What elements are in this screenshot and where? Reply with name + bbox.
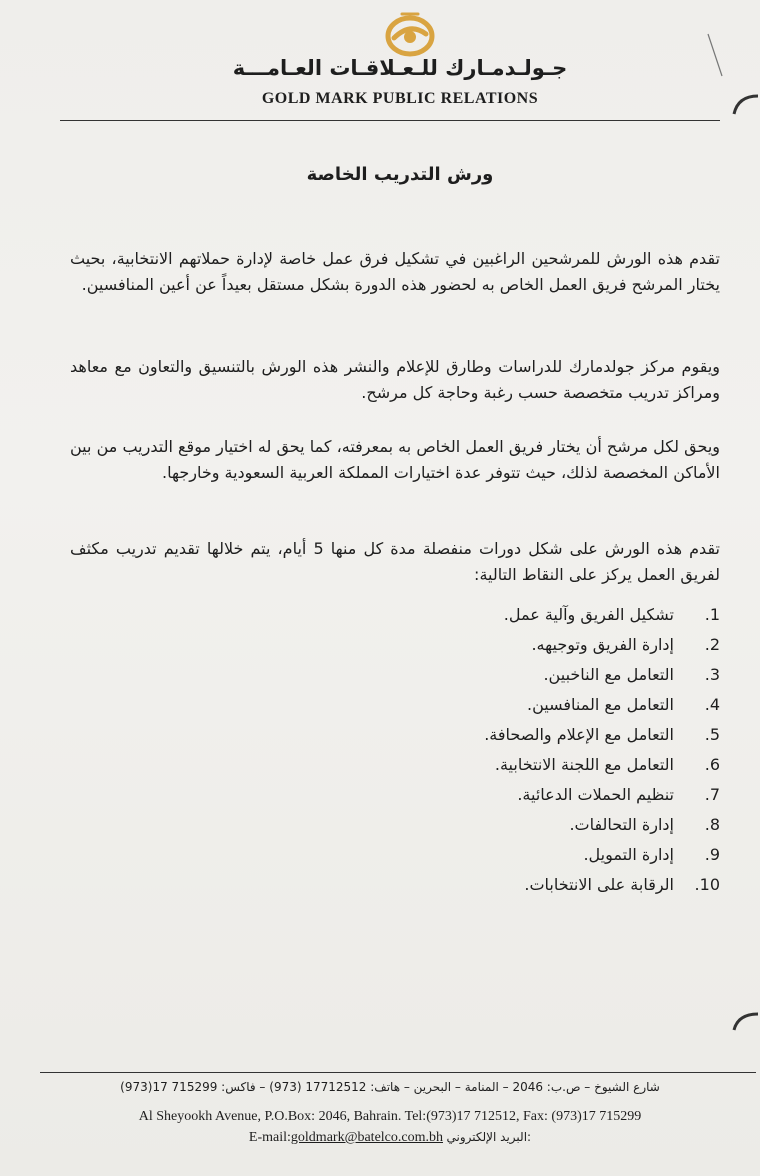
list-item xyxy=(360,630,720,660)
list-item xyxy=(360,810,720,840)
list-item xyxy=(360,720,720,750)
list-item-text: الرقابة على الانتخابات. xyxy=(524,875,674,894)
list-item xyxy=(360,600,720,630)
footer-address-arabic: شارع الشيوخ – ص.ب: 2046 – المنامة – البحرين – هاتف: 17712512 (973) – فاكس: 715299 17(973) xyxy=(120,1080,660,1094)
list-item-number: 1. xyxy=(704,605,720,624)
list-item-text: تنظيم الحملات الدعائية. xyxy=(517,785,674,804)
list-item-text: إدارة التحالفات. xyxy=(569,815,674,834)
list-item-text: التعامل مع المنافسين. xyxy=(527,695,674,714)
binder-hole-icon xyxy=(728,90,760,120)
list-item-text: إدارة الفريق وتوجيهه. xyxy=(531,635,674,654)
list-item-number: 8. xyxy=(704,815,720,834)
list-item-text: التعامل مع اللجنة الانتخابية. xyxy=(494,755,674,774)
list-item-number: 3. xyxy=(704,665,720,684)
list-item xyxy=(360,840,720,870)
company-name-arabic: جـولـدمـارك للـعـلاقـات العـامـــة xyxy=(232,56,568,80)
training-topics-list xyxy=(360,600,720,900)
list-item-number: 9. xyxy=(704,845,720,864)
company-name-english: GOLD MARK PUBLIC RELATIONS xyxy=(261,90,539,107)
list-item-text: إدارة التمويل. xyxy=(583,845,674,864)
footer-divider xyxy=(40,1072,756,1073)
list-item xyxy=(360,750,720,780)
list-item-text: التعامل مع الإعلام والصحافة. xyxy=(484,725,674,744)
list-item xyxy=(360,870,720,900)
list-item-number: 6. xyxy=(704,755,720,774)
email-label: E-mail: xyxy=(248,1130,291,1145)
list-item-number: 4. xyxy=(704,695,720,714)
footer-email xyxy=(70,1130,710,1146)
email-link[interactable]: goldmark@batelco.com.bh xyxy=(290,1130,443,1145)
list-item xyxy=(360,690,720,720)
list-item-number: 10. xyxy=(694,875,720,894)
paragraph-team-choice: ويحق لكل مرشح أن يختار فريق العمل الخاص به بمعرفته، كما يحق له اختيار موقع التدريب من بين الأماكن المخصصة لذلك، حيث تتوفر عدة اختيارات المملكة العربية السعودية وخارجها. xyxy=(70,437,720,482)
gold-mark-logo-icon xyxy=(380,8,440,60)
paragraph-organizer: ويقوم مركز جولدمارك للدراسات وطارق للإعلام والنشر هذه الورش بالتنسيق والتعاون مع معاهد ومراكز تدريب متخصصة حسب رغبة وحاجة كل مرشح. xyxy=(70,357,720,402)
list-item-text: التعامل مع الناخبين. xyxy=(543,665,674,684)
pen-mark-icon xyxy=(700,30,730,80)
list-item-number: 2. xyxy=(704,635,720,654)
paragraph-intro: تقدم هذه الورش للمرشحين الراغبين في تشكيل فرق عمل خاصة لإدارة حملاتهم الانتخابية، بحيث يختار المرشح فريق العمل الخاص به لحضور هذه الدورة بشكل مستقل بعيداً عن أعين المنافسين. xyxy=(70,249,720,294)
list-item-number: 5. xyxy=(704,725,720,744)
header-divider xyxy=(60,120,720,121)
paragraph-course-format: تقدم هذه الورش على شكل دورات منفصلة مدة كل منها 5 أيام، يتم خلالها تقديم تدريب مكثف لفريق العمل يركز على النقاط التالية: xyxy=(70,539,720,584)
email-label-arabic: البريد الإلكتروني: xyxy=(446,1130,532,1144)
binder-hole-icon xyxy=(728,1008,760,1038)
list-item xyxy=(360,660,720,690)
list-item xyxy=(360,780,720,810)
page-title: ورش التدريب الخاصة xyxy=(306,164,494,185)
footer-address-english: Al Sheyookh Avenue, P.O.Box: 2046, Bahrain. Tel:(973)17 712512, Fax: (973)17 715299 xyxy=(138,1109,642,1124)
list-item-number: 7. xyxy=(704,785,720,804)
list-item-text: تشكيل الفريق وآلية عمل. xyxy=(503,605,674,624)
